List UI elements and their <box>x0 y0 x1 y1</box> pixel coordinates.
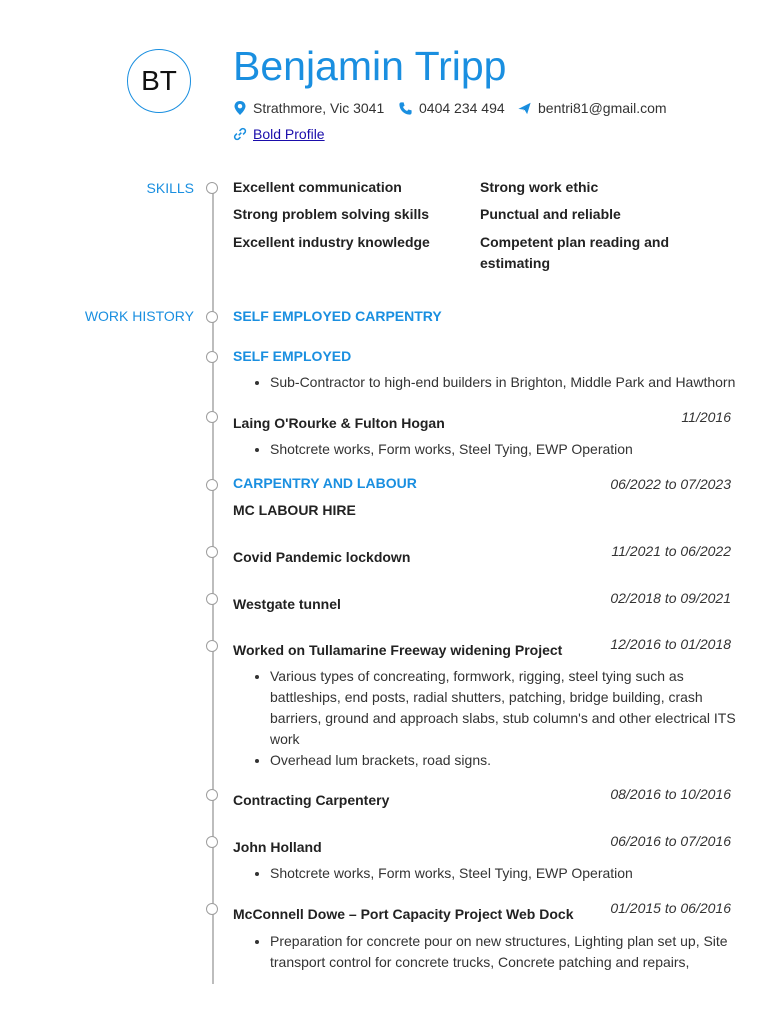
phone-text: 0404 234 494 <box>419 100 505 116</box>
location-text: Strathmore, Vic 3041 <box>253 100 385 116</box>
employer-name: MC LABOUR HIRE <box>233 502 356 518</box>
initials: BT <box>141 65 177 96</box>
job-bullets <box>251 931 752 973</box>
bullet-item: • Shotcrete works, Form works, Steel Tying, EWP Operation <box>270 863 752 884</box>
skill-item: Punctual and reliable <box>480 206 621 222</box>
contact-location <box>233 99 384 117</box>
timeline-node <box>206 351 218 363</box>
contact-phone <box>398 99 505 117</box>
skill-item: Competent plan reading and estimating <box>480 234 670 271</box>
job-date: 11/2021 to 06/2022 <box>611 543 731 559</box>
phone-icon <box>398 101 413 116</box>
job-bullets <box>251 863 752 884</box>
timeline-node <box>206 593 218 605</box>
bullet-item: • Preparation for concrete pour on new structures, Lighting plan set up, Site transport control for concrete trucks, Concrete patching and repairs, <box>270 931 752 973</box>
skill-item: Excellent communication <box>233 179 402 195</box>
bullet-item: • Sub-Contractor to high-end builders in Brighton, Middle Park and Hawthorn <box>270 372 752 393</box>
contact-email <box>517 99 667 117</box>
job-title: Covid Pandemic lockdown <box>233 549 411 565</box>
monogram-avatar <box>127 49 191 113</box>
job-date: 06/2022 to 07/2023 <box>610 476 731 492</box>
job-title: Contracting Carpentery <box>233 792 390 808</box>
job-date: 01/2015 to 06/2016 <box>610 900 731 916</box>
timeline-node <box>206 640 218 652</box>
timeline-line <box>212 188 214 984</box>
timeline-node <box>206 182 218 194</box>
profile-link-row <box>233 125 325 143</box>
timeline-node <box>206 789 218 801</box>
timeline-node <box>206 903 218 915</box>
job-date: 02/2018 to 09/2021 <box>610 590 731 606</box>
job-title: Westgate tunnel <box>233 596 341 612</box>
timeline-node <box>206 546 218 558</box>
candidate-name: Benjamin Tripp <box>233 43 507 89</box>
bullet-item: • Shotcrete works, Form works, Steel Tying, EWP Operation <box>270 439 752 460</box>
bullet-item: • Overhead lum brackets, road signs. <box>270 750 752 771</box>
job-title: Laing O'Rourke & Fulton Hogan <box>233 415 445 431</box>
bullet-item: • Various types of concreating, formwork, rigging, steel tying such as battleships, end posts, radial shutters, patching, bridge building, crash barriers, ground and approach slabs, stub column's and other electrical ITS work <box>270 666 752 750</box>
map-pin-icon <box>233 100 247 116</box>
job-date: 12/2016 to 01/2018 <box>610 636 731 652</box>
link-icon <box>233 127 247 141</box>
timeline-node <box>206 411 218 423</box>
job-date: 08/2016 to 10/2016 <box>610 786 731 802</box>
timeline-node <box>206 836 218 848</box>
job-title: McConnell Dowe – Port Capacity Project Web Dock <box>233 906 574 922</box>
job-title: CARPENTRY AND LABOUR <box>233 475 417 491</box>
work-history-heading: WORK HISTORY <box>84 308 194 324</box>
job-title: SELF EMPLOYED <box>233 348 352 364</box>
skill-item: Strong problem solving skills <box>233 206 430 222</box>
timeline-node <box>206 311 218 323</box>
job-date: 11/2016 <box>681 409 731 425</box>
job-title: SELF EMPLOYED CARPENTRY <box>233 308 442 324</box>
job-bullets <box>251 666 752 771</box>
job-bullets <box>251 439 752 460</box>
job-title: Worked on Tullamarine Freeway widening Project <box>233 642 563 658</box>
skill-item: Excellent industry knowledge <box>233 234 430 250</box>
job-title: John Holland <box>233 839 322 855</box>
paper-plane-icon <box>517 101 532 115</box>
skills-heading: SKILLS <box>146 180 194 196</box>
bold-profile-link[interactable]: Bold Profile <box>253 126 325 142</box>
timeline-node <box>206 479 218 491</box>
job-date: 06/2016 to 07/2016 <box>610 833 731 849</box>
skill-item: Strong work ethic <box>480 179 599 195</box>
email-text[interactable]: bentri81@gmail.com <box>538 100 667 116</box>
job-bullets <box>251 372 752 393</box>
